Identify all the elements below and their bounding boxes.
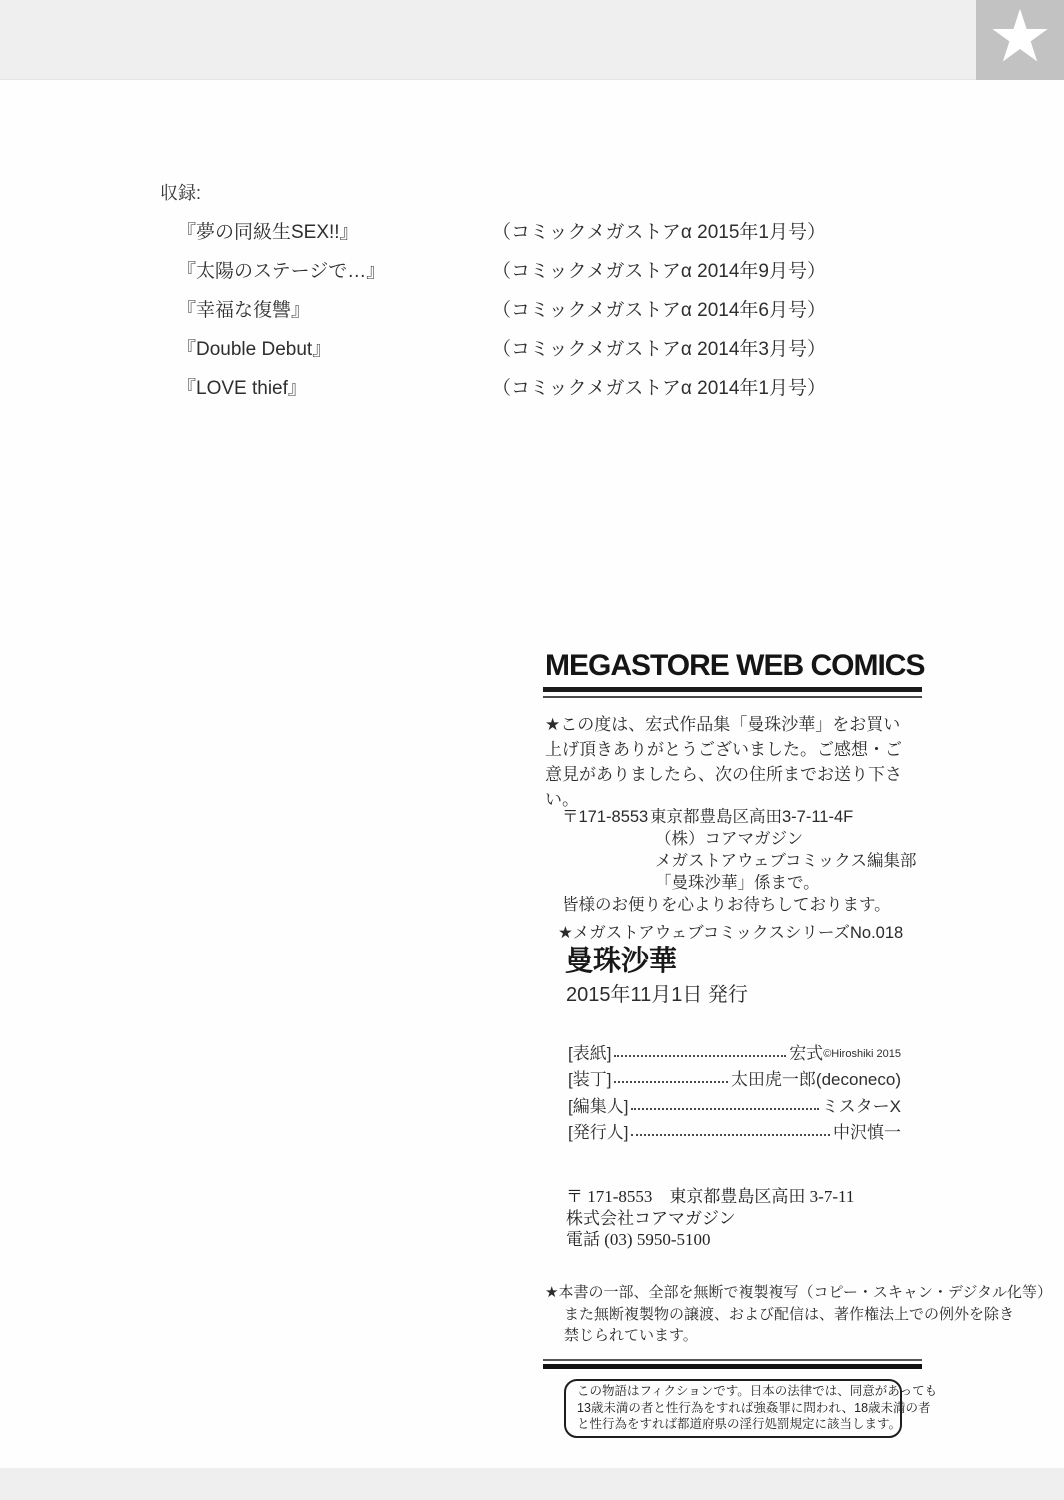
text-line: （株）コアマガジン xyxy=(655,830,804,848)
publish-date: 2015年11月1日 発行 xyxy=(566,984,748,1006)
text-line: 株式会社コアマガジン xyxy=(566,1208,736,1228)
colophon-section xyxy=(545,648,1052,1448)
leader-dots xyxy=(614,1055,786,1057)
star-icon: ★ xyxy=(987,0,1053,77)
fiction-disclaimer-box xyxy=(564,1379,938,1438)
text-line: この物語はフィクションです。日本の法律では、同意があっても xyxy=(577,1384,938,1398)
story-source: （コミックメガストアα 2014年9月号） xyxy=(492,261,826,282)
text-line: メガストアウェブコミックス編集部 xyxy=(655,852,917,870)
text-line: 意見がありましたら、次の住所までお送り下さ xyxy=(545,765,902,784)
story-source: （コミックメガストアα 2014年6月号） xyxy=(492,300,826,321)
content-item-row xyxy=(160,261,960,300)
text-line: 禁じられています。 xyxy=(564,1327,698,1345)
contents-heading: 収録: xyxy=(160,183,202,203)
postal-line xyxy=(545,806,917,828)
story-source: （コミックメガストアα 2015年1月号） xyxy=(492,222,826,243)
text-line: ★この度は、宏式作品集「曼珠沙華」をお買い xyxy=(545,715,901,734)
text-line: 「曼珠沙華」係まで。 xyxy=(655,874,820,892)
postal-closing: 皆様のお便りを心よりお待ちしております。 xyxy=(562,896,891,914)
credit-row xyxy=(568,1091,901,1118)
postal-code: 〒171-8553 xyxy=(562,808,649,826)
story-title: 『幸福な復讐』 xyxy=(177,300,311,321)
text-line: と性行為をすれば都道府県の淫行処罰規定に該当します。 xyxy=(577,1417,902,1431)
story-source: （コミックメガストアα 2014年1月号） xyxy=(492,378,826,399)
contents-section xyxy=(160,182,960,417)
story-title: 『夢の同級生SEX!!』 xyxy=(177,222,359,243)
credit-row xyxy=(568,1118,901,1145)
credits-list xyxy=(568,1038,901,1144)
postal-street: 東京都豊島区高田3-7-11-4F xyxy=(650,808,854,826)
header-rule-thin xyxy=(543,696,922,698)
text-line: 上げ頂きありがとうございました。ご感想・ご xyxy=(545,740,902,759)
content-item-row xyxy=(160,378,960,417)
leader-dots xyxy=(631,1108,818,1110)
text-line: 13歳未満の者と性行為をすれば強姦罪に問われ、18歳未満の者 xyxy=(577,1400,931,1415)
star-box xyxy=(976,0,1064,80)
story-source: （コミックメガストアα 2014年3月号） xyxy=(492,339,826,360)
credit-label: [編集人] xyxy=(568,1096,629,1116)
story-title: 『LOVE thief』 xyxy=(177,378,307,399)
credit-name: ミスターX xyxy=(821,1096,901,1116)
credit-copyright: ©Hiroshiki 2015 xyxy=(823,1047,901,1060)
credit-name: 宏式 xyxy=(789,1043,824,1063)
text-line: また無断複製物の譲渡、および配信は、著作権法上での例外を除き xyxy=(564,1305,1015,1323)
footer-rule-thick xyxy=(543,1364,922,1369)
leader-dots xyxy=(614,1081,727,1083)
text-line: 電話 (03) 5950-5100 xyxy=(566,1230,711,1250)
text-line: ★本書の一部、全部を無断で複製複写（コピー・スキャン・デジタル化等） xyxy=(545,1284,1052,1301)
content-item-row xyxy=(160,300,960,339)
text-line: 〒 171-8553 東京都豊島区高田 3-7-11 xyxy=(566,1187,855,1206)
book-title: 曼珠沙華 xyxy=(565,945,678,976)
story-title: 『太陽のステージで…』 xyxy=(177,261,386,282)
content-item-row xyxy=(160,339,960,378)
credit-row xyxy=(568,1038,901,1065)
leader-dots xyxy=(631,1134,830,1136)
story-title: 『Double Debut』 xyxy=(177,339,332,360)
brand-title: MEGASTORE WEB COMICS xyxy=(545,649,925,682)
thanks-paragraph xyxy=(545,712,902,812)
postal-sub-lines xyxy=(545,828,917,894)
series-number: ★メガストアウェブコミックスシリーズNo.018 xyxy=(558,924,904,942)
contents-list xyxy=(160,222,960,417)
bottom-strip xyxy=(0,1468,1064,1500)
credit-label: [発行人] xyxy=(568,1123,629,1142)
text-line: い。 xyxy=(545,790,579,809)
top-bar xyxy=(0,0,1064,80)
publisher-address-block xyxy=(566,1186,854,1251)
copyright-notice xyxy=(545,1282,1052,1347)
content-item-row xyxy=(160,222,960,261)
footer-rule-thin xyxy=(543,1359,922,1361)
credit-row xyxy=(568,1065,901,1092)
postal-address-block xyxy=(545,806,917,916)
credit-label: [装丁] xyxy=(568,1070,612,1089)
credit-name: 太田虎一郎(deconeco) xyxy=(730,1070,901,1089)
credit-name: 中沢慎一 xyxy=(833,1123,901,1142)
credit-label: [表紙] xyxy=(568,1043,612,1063)
header-rule-thick xyxy=(543,687,922,692)
